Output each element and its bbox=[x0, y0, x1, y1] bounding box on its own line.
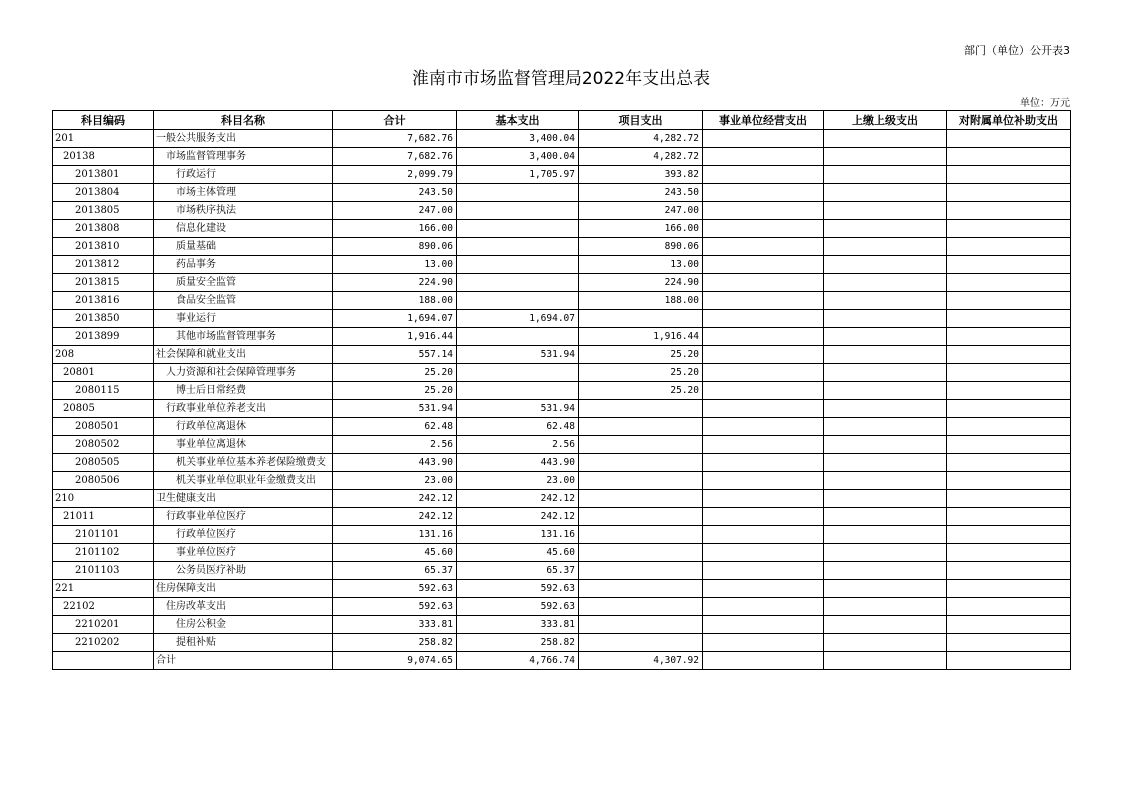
table-row bbox=[53, 526, 1071, 544]
cell-total: 247.00 bbox=[333, 202, 457, 220]
cell-subsidy bbox=[947, 238, 1071, 256]
table-row bbox=[53, 454, 1071, 472]
cell-upper bbox=[824, 328, 947, 346]
col-header-upper: 上缴上级支出 bbox=[824, 111, 947, 130]
cell-total: 45.60 bbox=[333, 544, 457, 562]
cell-total: 531.94 bbox=[333, 400, 457, 418]
cell-name: 市场秩序执法 bbox=[154, 202, 333, 220]
cell-code: 2013816 bbox=[53, 292, 154, 310]
cell-subsidy bbox=[947, 220, 1071, 238]
cell-name: 公务员医疗补助 bbox=[154, 562, 333, 580]
cell-business bbox=[703, 544, 824, 562]
cell-basic: 592.63 bbox=[457, 598, 579, 616]
table-row bbox=[53, 166, 1071, 184]
cell-business bbox=[703, 148, 824, 166]
cell-project bbox=[579, 418, 703, 436]
cell-name: 事业运行 bbox=[154, 310, 333, 328]
cell-basic: 1,694.07 bbox=[457, 310, 579, 328]
cell-name: 质量安全监管 bbox=[154, 274, 333, 292]
cell-name: 药品事务 bbox=[154, 256, 333, 274]
cell-name: 市场监督管理事务 bbox=[154, 148, 333, 166]
cell-upper bbox=[824, 616, 947, 634]
table-row bbox=[53, 562, 1071, 580]
cell-subsidy bbox=[947, 400, 1071, 418]
cell-code: 20801 bbox=[53, 364, 154, 382]
cell-upper bbox=[824, 310, 947, 328]
cell-subsidy bbox=[947, 166, 1071, 184]
table-row bbox=[53, 364, 1071, 382]
cell-business bbox=[703, 256, 824, 274]
cell-total: 62.48 bbox=[333, 418, 457, 436]
table-row bbox=[53, 490, 1071, 508]
cell-upper bbox=[824, 490, 947, 508]
table-row bbox=[53, 400, 1071, 418]
cell-upper bbox=[824, 220, 947, 238]
col-header-project: 项目支出 bbox=[579, 111, 703, 130]
cell-name: 市场主体管理 bbox=[154, 184, 333, 202]
cell-name: 住房改革支出 bbox=[154, 598, 333, 616]
table-body bbox=[53, 130, 1071, 670]
table-row bbox=[53, 238, 1071, 256]
cell-upper bbox=[824, 364, 947, 382]
cell-name: 社会保障和就业支出 bbox=[154, 346, 333, 364]
cell-project bbox=[579, 490, 703, 508]
cell-basic: 45.60 bbox=[457, 544, 579, 562]
cell-basic: 4,766.74 bbox=[457, 652, 579, 670]
cell-project: 13.00 bbox=[579, 256, 703, 274]
table-row bbox=[53, 598, 1071, 616]
table-row bbox=[53, 184, 1071, 202]
cell-subsidy bbox=[947, 634, 1071, 652]
cell-total: 592.63 bbox=[333, 580, 457, 598]
cell-total: 7,682.76 bbox=[333, 148, 457, 166]
cell-subsidy bbox=[947, 292, 1071, 310]
cell-business bbox=[703, 220, 824, 238]
table-row bbox=[53, 382, 1071, 400]
table-row bbox=[53, 256, 1071, 274]
cell-code: 2101101 bbox=[53, 526, 154, 544]
cell-code: 2013815 bbox=[53, 274, 154, 292]
cell-subsidy bbox=[947, 148, 1071, 166]
cell-project bbox=[579, 562, 703, 580]
cell-business bbox=[703, 328, 824, 346]
cell-business bbox=[703, 238, 824, 256]
table-row bbox=[53, 130, 1071, 148]
table-row bbox=[53, 616, 1071, 634]
cell-basic: 1,705.97 bbox=[457, 166, 579, 184]
cell-project: 25.20 bbox=[579, 382, 703, 400]
cell-name: 信息化建设 bbox=[154, 220, 333, 238]
cell-subsidy bbox=[947, 364, 1071, 382]
cell-total: 166.00 bbox=[333, 220, 457, 238]
cell-upper bbox=[824, 436, 947, 454]
cell-code: 201 bbox=[53, 130, 154, 148]
cell-project: 4,282.72 bbox=[579, 130, 703, 148]
cell-business bbox=[703, 202, 824, 220]
cell-code: 2101102 bbox=[53, 544, 154, 562]
cell-upper bbox=[824, 652, 947, 670]
table-row bbox=[53, 652, 1071, 670]
cell-business bbox=[703, 166, 824, 184]
cell-project bbox=[579, 634, 703, 652]
cell-total: 65.37 bbox=[333, 562, 457, 580]
cell-project bbox=[579, 598, 703, 616]
cell-code: 20138 bbox=[53, 148, 154, 166]
cell-subsidy bbox=[947, 598, 1071, 616]
cell-total: 890.06 bbox=[333, 238, 457, 256]
table-row bbox=[53, 274, 1071, 292]
cell-name: 事业单位离退休 bbox=[154, 436, 333, 454]
cell-upper bbox=[824, 382, 947, 400]
cell-upper bbox=[824, 400, 947, 418]
cell-total: 243.50 bbox=[333, 184, 457, 202]
col-header-name: 科目名称 bbox=[154, 111, 333, 130]
cell-subsidy bbox=[947, 454, 1071, 472]
cell-name: 合计 bbox=[154, 652, 333, 670]
cell-name: 机关事业单位职业年金缴费支出 bbox=[154, 472, 333, 490]
cell-business bbox=[703, 580, 824, 598]
cell-code: 21011 bbox=[53, 508, 154, 526]
cell-subsidy bbox=[947, 310, 1071, 328]
cell-name: 事业单位医疗 bbox=[154, 544, 333, 562]
cell-business bbox=[703, 436, 824, 454]
cell-project: 25.20 bbox=[579, 346, 703, 364]
cell-upper bbox=[824, 238, 947, 256]
col-header-subsidy: 对附属单位补助支出 bbox=[947, 111, 1071, 130]
cell-subsidy bbox=[947, 346, 1071, 364]
cell-code: 221 bbox=[53, 580, 154, 598]
table-header-row bbox=[53, 111, 1071, 130]
cell-upper bbox=[824, 580, 947, 598]
cell-project: 243.50 bbox=[579, 184, 703, 202]
cell-total: 131.16 bbox=[333, 526, 457, 544]
cell-upper bbox=[824, 346, 947, 364]
cell-total: 188.00 bbox=[333, 292, 457, 310]
cell-subsidy bbox=[947, 436, 1071, 454]
cell-basic: 23.00 bbox=[457, 472, 579, 490]
cell-basic bbox=[457, 220, 579, 238]
cell-upper bbox=[824, 166, 947, 184]
cell-subsidy bbox=[947, 544, 1071, 562]
cell-business bbox=[703, 274, 824, 292]
cell-basic bbox=[457, 256, 579, 274]
cell-project bbox=[579, 508, 703, 526]
page-title: 淮南市市场监督管理局2022年支出总表 bbox=[411, 69, 711, 89]
cell-name: 一般公共服务支出 bbox=[154, 130, 333, 148]
cell-total: 7,682.76 bbox=[333, 130, 457, 148]
cell-total: 1,694.07 bbox=[333, 310, 457, 328]
cell-upper bbox=[824, 508, 947, 526]
cell-project: 393.82 bbox=[579, 166, 703, 184]
cell-upper bbox=[824, 526, 947, 544]
table-row bbox=[53, 202, 1071, 220]
cell-subsidy bbox=[947, 616, 1071, 634]
cell-code: 20805 bbox=[53, 400, 154, 418]
cell-subsidy bbox=[947, 274, 1071, 292]
cell-total: 9,074.65 bbox=[333, 652, 457, 670]
cell-basic: 531.94 bbox=[457, 400, 579, 418]
cell-basic bbox=[457, 364, 579, 382]
cell-code: 22102 bbox=[53, 598, 154, 616]
table-reference-label: 部门（单位）公开表3 bbox=[964, 44, 1070, 57]
cell-total: 258.82 bbox=[333, 634, 457, 652]
cell-code: 2101103 bbox=[53, 562, 154, 580]
table-row bbox=[53, 310, 1071, 328]
cell-subsidy bbox=[947, 508, 1071, 526]
cell-project bbox=[579, 400, 703, 418]
cell-basic: 2.56 bbox=[457, 436, 579, 454]
cell-business bbox=[703, 508, 824, 526]
cell-code: 2210201 bbox=[53, 616, 154, 634]
cell-project bbox=[579, 526, 703, 544]
cell-total: 557.14 bbox=[333, 346, 457, 364]
cell-business bbox=[703, 292, 824, 310]
cell-total: 25.20 bbox=[333, 364, 457, 382]
cell-total: 443.90 bbox=[333, 454, 457, 472]
table-row bbox=[53, 292, 1071, 310]
cell-name: 行政单位医疗 bbox=[154, 526, 333, 544]
cell-code: 2013804 bbox=[53, 184, 154, 202]
cell-basic bbox=[457, 202, 579, 220]
col-header-total: 合计 bbox=[333, 111, 457, 130]
cell-name: 行政事业单位养老支出 bbox=[154, 400, 333, 418]
cell-business bbox=[703, 472, 824, 490]
cell-name: 行政单位离退休 bbox=[154, 418, 333, 436]
cell-subsidy bbox=[947, 652, 1071, 670]
cell-name: 住房公积金 bbox=[154, 616, 333, 634]
col-header-business: 事业单位经营支出 bbox=[703, 111, 824, 130]
cell-code: 2013808 bbox=[53, 220, 154, 238]
table-row bbox=[53, 634, 1071, 652]
cell-name: 行政事业单位医疗 bbox=[154, 508, 333, 526]
cell-name: 质量基础 bbox=[154, 238, 333, 256]
cell-project: 890.06 bbox=[579, 238, 703, 256]
cell-upper bbox=[824, 562, 947, 580]
cell-total: 25.20 bbox=[333, 382, 457, 400]
cell-business bbox=[703, 598, 824, 616]
table-row bbox=[53, 418, 1071, 436]
cell-basic: 258.82 bbox=[457, 634, 579, 652]
cell-code: 2080502 bbox=[53, 436, 154, 454]
cell-code: 2013810 bbox=[53, 238, 154, 256]
cell-total: 13.00 bbox=[333, 256, 457, 274]
cell-basic: 443.90 bbox=[457, 454, 579, 472]
cell-name: 食品安全监管 bbox=[154, 292, 333, 310]
table-row bbox=[53, 544, 1071, 562]
cell-upper bbox=[824, 256, 947, 274]
cell-total: 592.63 bbox=[333, 598, 457, 616]
cell-name: 卫生健康支出 bbox=[154, 490, 333, 508]
cell-code: 2210202 bbox=[53, 634, 154, 652]
cell-upper bbox=[824, 148, 947, 166]
cell-upper bbox=[824, 472, 947, 490]
cell-basic: 3,400.04 bbox=[457, 130, 579, 148]
cell-total: 242.12 bbox=[333, 508, 457, 526]
cell-subsidy bbox=[947, 490, 1071, 508]
cell-basic bbox=[457, 382, 579, 400]
cell-business bbox=[703, 652, 824, 670]
cell-project: 224.90 bbox=[579, 274, 703, 292]
table-row bbox=[53, 580, 1071, 598]
cell-code: 2080506 bbox=[53, 472, 154, 490]
cell-subsidy bbox=[947, 328, 1071, 346]
cell-project: 25.20 bbox=[579, 364, 703, 382]
cell-business bbox=[703, 634, 824, 652]
cell-total: 333.81 bbox=[333, 616, 457, 634]
cell-basic: 333.81 bbox=[457, 616, 579, 634]
cell-business bbox=[703, 562, 824, 580]
col-header-code: 科目编码 bbox=[53, 111, 154, 130]
cell-business bbox=[703, 490, 824, 508]
cell-code: 2013850 bbox=[53, 310, 154, 328]
cell-business bbox=[703, 364, 824, 382]
cell-upper bbox=[824, 454, 947, 472]
cell-code: 210 bbox=[53, 490, 154, 508]
cell-total: 2.56 bbox=[333, 436, 457, 454]
cell-basic: 531.94 bbox=[457, 346, 579, 364]
cell-name: 博士后日常经费 bbox=[154, 382, 333, 400]
table-row bbox=[53, 346, 1071, 364]
cell-business bbox=[703, 346, 824, 364]
cell-total: 2,099.79 bbox=[333, 166, 457, 184]
cell-basic bbox=[457, 184, 579, 202]
cell-name: 人力资源和社会保障管理事务 bbox=[154, 364, 333, 382]
cell-business bbox=[703, 616, 824, 634]
cell-project bbox=[579, 436, 703, 454]
cell-subsidy bbox=[947, 418, 1071, 436]
cell-subsidy bbox=[947, 580, 1071, 598]
cell-subsidy bbox=[947, 184, 1071, 202]
table-row bbox=[53, 220, 1071, 238]
table-row bbox=[53, 436, 1071, 454]
cell-project: 166.00 bbox=[579, 220, 703, 238]
cell-project bbox=[579, 310, 703, 328]
cell-name: 其他市场监督管理事务 bbox=[154, 328, 333, 346]
cell-name: 机关事业单位基本养老保险缴费支 bbox=[154, 454, 333, 472]
cell-business bbox=[703, 526, 824, 544]
cell-code: 2013899 bbox=[53, 328, 154, 346]
cell-basic: 592.63 bbox=[457, 580, 579, 598]
cell-business bbox=[703, 418, 824, 436]
cell-basic: 242.12 bbox=[457, 490, 579, 508]
cell-business bbox=[703, 130, 824, 148]
cell-project: 4,282.72 bbox=[579, 148, 703, 166]
cell-subsidy bbox=[947, 256, 1071, 274]
cell-total: 23.00 bbox=[333, 472, 457, 490]
cell-total: 1,916.44 bbox=[333, 328, 457, 346]
table-row bbox=[53, 472, 1071, 490]
cell-code: 208 bbox=[53, 346, 154, 364]
cell-project bbox=[579, 616, 703, 634]
cell-code: 2080505 bbox=[53, 454, 154, 472]
cell-code bbox=[53, 652, 154, 670]
cell-total: 224.90 bbox=[333, 274, 457, 292]
cell-upper bbox=[824, 634, 947, 652]
cell-name: 住房保障支出 bbox=[154, 580, 333, 598]
cell-business bbox=[703, 310, 824, 328]
cell-project: 4,307.92 bbox=[579, 652, 703, 670]
cell-basic bbox=[457, 238, 579, 256]
cell-code: 2013805 bbox=[53, 202, 154, 220]
table-row bbox=[53, 508, 1071, 526]
cell-basic: 131.16 bbox=[457, 526, 579, 544]
cell-code: 2080501 bbox=[53, 418, 154, 436]
cell-basic bbox=[457, 292, 579, 310]
cell-upper bbox=[824, 418, 947, 436]
cell-basic: 242.12 bbox=[457, 508, 579, 526]
cell-project: 247.00 bbox=[579, 202, 703, 220]
cell-business bbox=[703, 454, 824, 472]
table-row bbox=[53, 328, 1071, 346]
unit-label: 单位：万元 bbox=[1020, 98, 1070, 109]
cell-code: 2013812 bbox=[53, 256, 154, 274]
cell-upper bbox=[824, 544, 947, 562]
cell-name: 行政运行 bbox=[154, 166, 333, 184]
cell-subsidy bbox=[947, 472, 1071, 490]
cell-project: 1,916.44 bbox=[579, 328, 703, 346]
cell-business bbox=[703, 382, 824, 400]
cell-business bbox=[703, 184, 824, 202]
cell-basic: 62.48 bbox=[457, 418, 579, 436]
cell-subsidy bbox=[947, 382, 1071, 400]
cell-subsidy bbox=[947, 202, 1071, 220]
cell-upper bbox=[824, 184, 947, 202]
expenditure-table bbox=[52, 110, 1071, 670]
cell-upper bbox=[824, 202, 947, 220]
cell-total: 242.12 bbox=[333, 490, 457, 508]
cell-business bbox=[703, 400, 824, 418]
cell-upper bbox=[824, 598, 947, 616]
cell-project bbox=[579, 472, 703, 490]
cell-upper bbox=[824, 274, 947, 292]
cell-subsidy bbox=[947, 562, 1071, 580]
cell-subsidy bbox=[947, 130, 1071, 148]
cell-code: 2080115 bbox=[53, 382, 154, 400]
table-row bbox=[53, 148, 1071, 166]
cell-upper bbox=[824, 292, 947, 310]
cell-basic: 65.37 bbox=[457, 562, 579, 580]
cell-subsidy bbox=[947, 526, 1071, 544]
col-header-basic: 基本支出 bbox=[457, 111, 579, 130]
cell-basic bbox=[457, 274, 579, 292]
cell-project: 188.00 bbox=[579, 292, 703, 310]
cell-project bbox=[579, 580, 703, 598]
cell-code: 2013801 bbox=[53, 166, 154, 184]
cell-basic: 3,400.04 bbox=[457, 148, 579, 166]
cell-upper bbox=[824, 130, 947, 148]
cell-project bbox=[579, 544, 703, 562]
cell-name: 提租补贴 bbox=[154, 634, 333, 652]
cell-basic bbox=[457, 328, 579, 346]
cell-project bbox=[579, 454, 703, 472]
